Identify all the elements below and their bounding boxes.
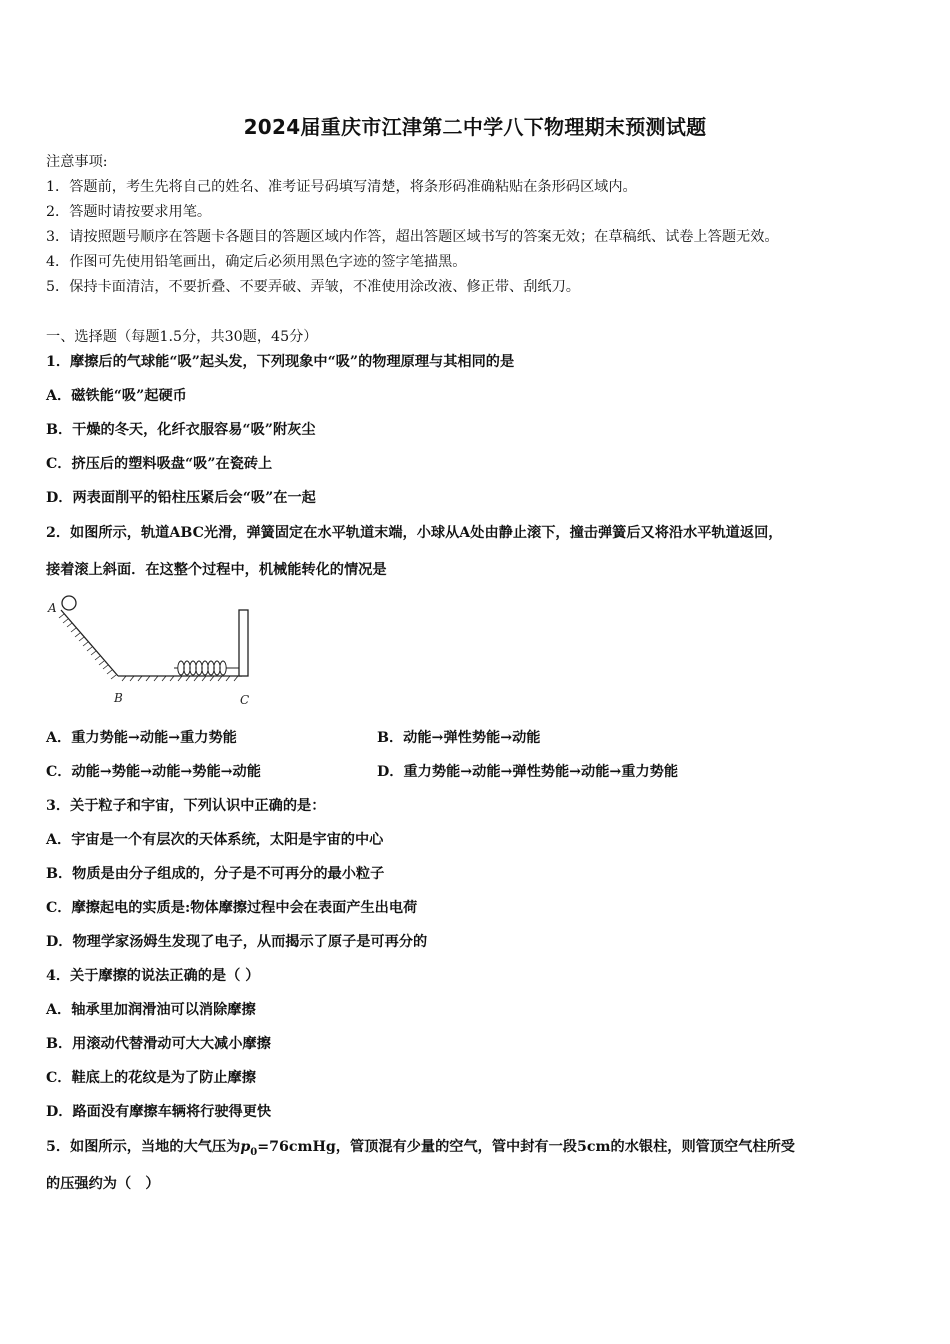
notice-item-3: 3．请按照题号顺序在答题卡各题目的答题区域内作答，超出答题区域书写的答案无效；在草稿纸、试卷上答题无效。 bbox=[46, 229, 779, 245]
q3-option-a: A．宇宙是一个有层次的天体系统，太阳是宇宙的中心 bbox=[46, 832, 384, 848]
q5-pressure-symbol: p bbox=[240, 1139, 251, 1155]
q4-option-a: A．轴承里加润滑油可以消除摩擦 bbox=[46, 1002, 256, 1018]
label-b: B bbox=[114, 691, 123, 705]
q2-stem-line1: 2．如图所示，轨道ABC光滑，弹簧固定在水平轨道末端，小球从A处由静止滚下，撞击弹簧后又将沿水平轨道返回， bbox=[46, 525, 783, 541]
q3-stem: 3．关于粒子和宇宙，下列认识中正确的是： bbox=[46, 798, 326, 814]
q2-option-b: B．动能→弹性势能→动能 bbox=[377, 730, 541, 746]
ball bbox=[62, 596, 76, 610]
notice-item-5: 5．保持卡面清洁，不要折叠、不要弄破、弄皱，不准使用涂改液、修正带、刮纸刀。 bbox=[46, 279, 580, 295]
q5-stem-part1: 5．如图所示，当地的大气压为 bbox=[46, 1139, 241, 1155]
q5-pressure-subscript: 0 bbox=[250, 1146, 258, 1158]
q5-stem-part2: =76cmHg，管顶混有少量的空气，管中封有一段5cm的水银柱，则管顶空气柱所受 bbox=[257, 1139, 795, 1155]
horizontal-hatching bbox=[122, 676, 238, 681]
notice-item-4: 4．作图可先使用铅笔画出，确定后必须用黑色字迹的签字笔描黑。 bbox=[46, 254, 467, 270]
q4-stem: 4．关于摩擦的说法正确的是（ ） bbox=[46, 968, 260, 984]
q1-stem: 1．摩擦后的气球能“吸”起头发，下列现象中“吸”的物理原理与其相同的是 bbox=[46, 354, 515, 370]
notice-item-1: 1．答题前，考生先将自己的姓名、准考证号码填写清楚，将条形码准确粘贴在条形码区域内。 bbox=[46, 179, 637, 195]
q1-option-d: D．两表面削平的铅柱压紧后会“吸”在一起 bbox=[46, 490, 316, 506]
label-c: C bbox=[240, 693, 250, 707]
q1-option-a: A．磁铁能“吸”起硬币 bbox=[46, 388, 187, 404]
q3-option-c: C．摩擦起电的实质是:物体摩擦过程中会在表面产生出电荷 bbox=[46, 900, 418, 916]
q5-stem-line2: 的压强约为（ ） bbox=[46, 1176, 160, 1192]
q2-option-c: C．动能→势能→动能→势能→动能 bbox=[46, 764, 261, 780]
q5-stem-line1 bbox=[46, 1137, 795, 1163]
notice-item-2: 2．答题时请按要求用笔。 bbox=[46, 204, 212, 220]
q4-option-c: C．鞋底上的花纹是为了防止摩擦 bbox=[46, 1070, 256, 1086]
track-spring-figure bbox=[46, 592, 266, 710]
label-a: A bbox=[48, 601, 57, 615]
incline-hatching bbox=[59, 614, 116, 679]
page-title: 2024届重庆市江津第二中学八下物理期末预测试题 bbox=[243, 115, 707, 139]
spring bbox=[174, 661, 239, 675]
q2-stem-line2: 接着滚上斜面．在这整个过程中，机械能转化的情况是 bbox=[46, 562, 387, 578]
q3-option-d: D．物理学家汤姆生发现了电子，从而揭示了原子是可再分的 bbox=[46, 934, 428, 950]
q2-option-d: D．重力势能→动能→弹性势能→动能→重力势能 bbox=[377, 764, 679, 780]
section-heading: 一、选择题（每题1.5分，共30题，45分） bbox=[46, 329, 318, 345]
q3-option-b: B．物质是由分子组成的，分子是不可再分的最小粒子 bbox=[46, 866, 385, 882]
q4-option-b: B．用滚动代替滑动可大大减小摩擦 bbox=[46, 1036, 271, 1052]
q1-option-b: B．干燥的冬天，化纤衣服容易“吸”附灰尘 bbox=[46, 422, 316, 438]
notice-heading: 注意事项: bbox=[46, 154, 108, 170]
q1-option-c: C．挤压后的塑料吸盘“吸”在瓷砖上 bbox=[46, 456, 273, 472]
q4-option-d: D．路面没有摩擦车辆将行驶得更快 bbox=[46, 1104, 272, 1120]
end-wall bbox=[239, 610, 248, 676]
q2-option-a: A．重力势能→动能→重力势能 bbox=[46, 730, 237, 746]
incline-track bbox=[61, 610, 118, 676]
